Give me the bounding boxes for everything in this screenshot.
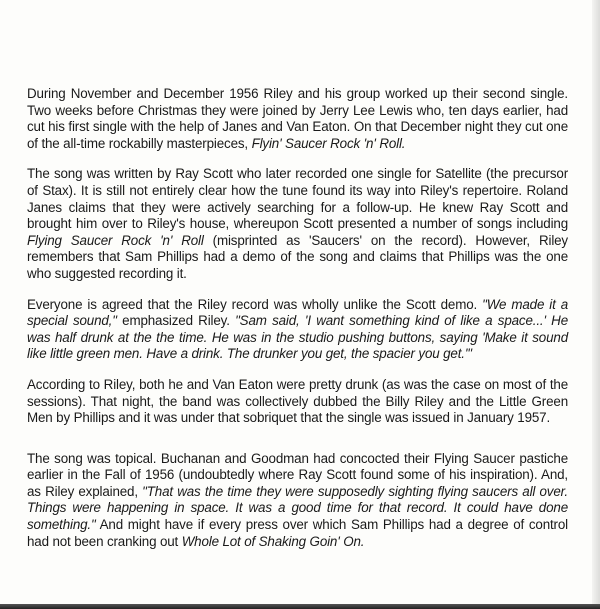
text-segment: The song was topical. Buchanan and Goodman had concocted their Flying Saucer pastiche earlier in the Fall of 1956 (undoubtedly where Ray Scott found some of his inspiration). And, as Riley explained, [27, 450, 568, 499]
text-segment: During November and December 1956 Riley and his group worked up their second single. Two weeks before Christmas they were joined by Jerry Lee Lewis who, ten days earlier, had cut his first single with the help of Janes and Van Eaton. On that December night they cut one of the all-time rockabilly masterpieces, [27, 86, 568, 151]
document-body [27, 86, 568, 550]
text-segment: (misprinted as 'Saucers' on the record). However, Riley remembers that Sam Phillips had a demo of the song and claims that Phillips was the one who suggested recording it. [27, 232, 568, 281]
text-segment: The song was written by Ray Scott who later recorded one single for Satellite (the precursor of Stax). It is still not entirely clear how the tune found its way into Riley's repertoire. Roland Janes claims that they were actively searching for a follow-up. He knew Ray Scott and brought him over to Riley's house, whereupon Scott presented a number of songs including [27, 166, 568, 232]
paragraph-1 [27, 86, 568, 152]
page-edge-shadow [592, 0, 600, 609]
paragraph-5 [27, 451, 568, 551]
text-segment: And might have if every press over which Sam Phillips had a degree of control had not been cranking out [27, 517, 568, 549]
text-segment: emphasized Riley. [116, 313, 236, 329]
paragraph-3 [27, 297, 568, 363]
song-title: Whole Lot of Shaking Goin' On. [181, 533, 365, 549]
paragraph-4 [27, 377, 568, 427]
quote: "We made it a special sound," [27, 296, 569, 329]
song-title: Flyin' Saucer Rock 'n' Roll. [251, 135, 406, 151]
paragraph-2 [27, 166, 568, 282]
quote: "Sam said, 'I want something kind of like a space...' He was half drunk at the the time. He was in the studio pushing buttons, saying 'Make it sound like little green men. Have a drink. The drunker you get, the spacier you get.'" [27, 313, 568, 362]
text-segment: According to Riley, both he and Van Eaton were pretty drunk (as was the case on most of the sessions). That night, the band was collectively dubbed the Billy Riley and the Little Green Men by Phillips and it was under that sobriquet that the single was issued in January 1957. [27, 376, 568, 426]
quote: "That was the time they were supposedly sighting flying saucers all over. Things were happening in space. It was a good time for that record. It could have done something." [27, 483, 568, 533]
text-segment: Everyone is agreed that the Riley record was wholly unlike the Scott demo. [27, 296, 483, 312]
scan-bottom-border [0, 604, 600, 609]
song-title: Flying Saucer Rock 'n' Roll [27, 232, 204, 248]
